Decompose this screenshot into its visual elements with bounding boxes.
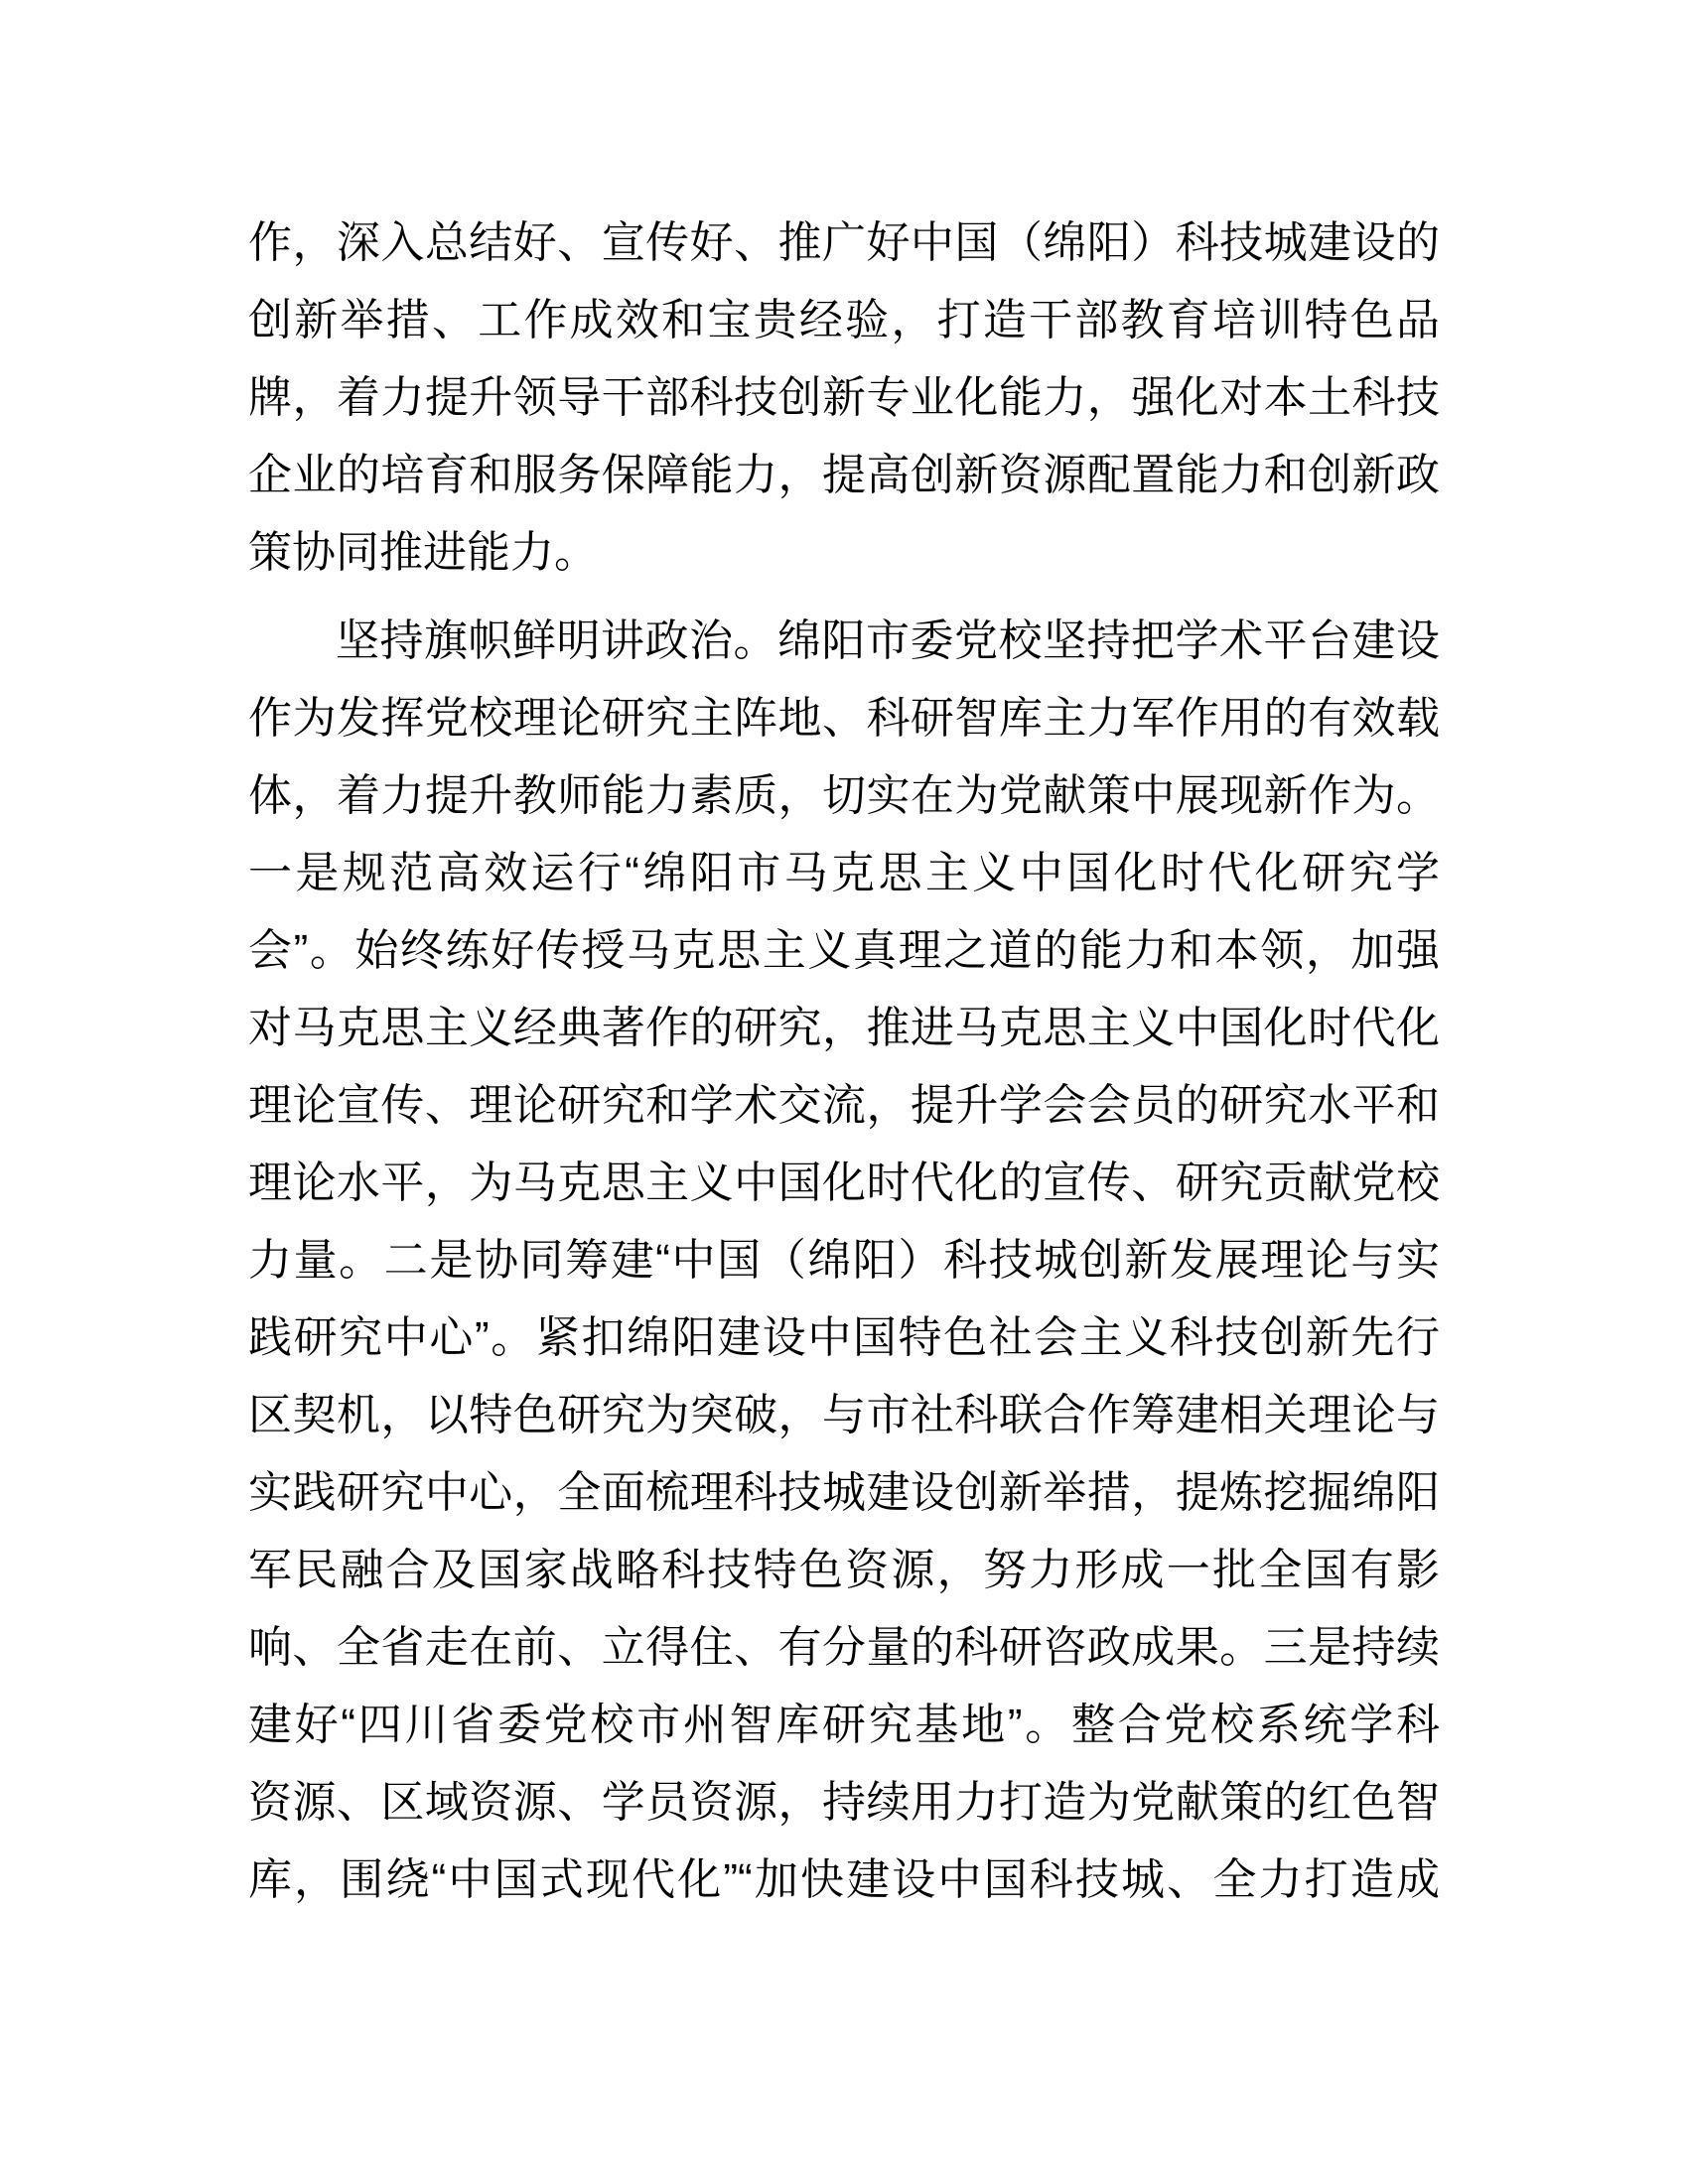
text-line: 创新举措、工作成效和宝贵经验，打造干部教育培训特色品 <box>248 296 1440 344</box>
text-line: 作，深入总结好、宣传好、推广好中国（绵阳）科技城建设的 <box>248 218 1440 267</box>
text-line: 建好“四川省委党校市州智库研究基地”。整合党校系统学科 <box>248 1701 1440 1749</box>
text-line: 力量。二是协同筹建“中国（绵阳）科技城创新发展理论与实 <box>248 1236 1440 1285</box>
text-line: 牌，着力提升领导干部科技创新专业化能力，强化对本土科技 <box>248 373 1440 422</box>
text-line: 践研究中心”。紧扣绵阳建设中国特色社会主义科技创新先行 <box>248 1313 1440 1362</box>
text-line: 军民融合及国家战略科技特色资源，努力形成一批全国有影 <box>248 1546 1440 1594</box>
document-body <box>248 205 1440 1919</box>
text-line: 一是规范高效运行“绵阳市马克思主义中国化时代化研究学 <box>248 849 1440 897</box>
text-line: 理论宣传、理论研究和学术交流，提升学会会员的研究水平和 <box>248 1081 1440 1130</box>
text-line: 企业的培育和服务保障能力，提高创新资源配置能力和创新政 <box>248 451 1440 499</box>
text-line: 响、全省走在前、立得住、有分量的科研咨政成果。三是持续 <box>248 1623 1440 1672</box>
text-line: 策协同推进能力。 <box>248 528 598 577</box>
text-line: 资源、区域资源、学员资源，持续用力打造为党献策的红色智 <box>248 1778 1440 1827</box>
text-line: 对马克思主义经典著作的研究，推进马克思主义中国化时代化 <box>248 1004 1440 1052</box>
paragraph <box>248 205 1440 592</box>
text-line: 作为发挥党校理论研究主阵地、科研智库主力军作用的有效载 <box>248 694 1440 743</box>
text-line: 实践研究中心，全面梳理科技城建设创新举措，提炼挖掘绵阳 <box>248 1468 1440 1517</box>
text-line: 体，着力提升教师能力素质，切实在为党献策中展现新作为。 <box>248 771 1440 820</box>
text-line: 会”。始终练好传授马克思主义真理之道的能力和本领，加强 <box>248 926 1440 975</box>
text-line: 库，围绕“中国式现代化”“加快建设中国科技城、全力打造成 <box>248 1855 1440 1904</box>
text-line: 理论水平，为马克思主义中国化时代化的宣传、研究贡献党校 <box>248 1159 1440 1207</box>
paragraph <box>248 603 1440 1919</box>
text-line: 区契机，以特色研究为突破，与市社科联合作筹建相关理论与 <box>248 1391 1440 1439</box>
text-line: 坚持旗帜鲜明讲政治。绵阳市委党校坚持把学术平台建设 <box>336 616 1440 665</box>
